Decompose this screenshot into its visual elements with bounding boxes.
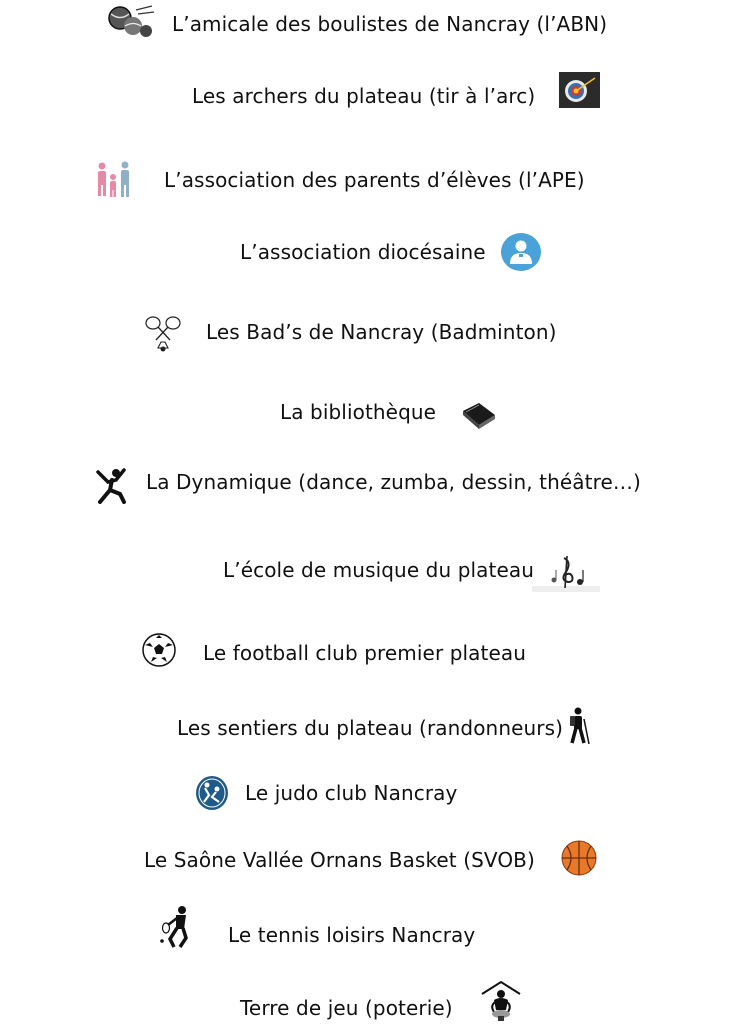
association-name: L’amicale des boulistes de Nancray (l’ABN) — [172, 12, 608, 36]
association-name: L’école de musique du plateau — [223, 558, 534, 582]
list-item — [0, 707, 743, 747]
association-name: L’association des parents d’élèves (l’APE) — [164, 168, 585, 192]
archery-target-icon — [559, 72, 600, 108]
priest-icon — [501, 233, 541, 271]
list-item — [0, 72, 743, 112]
association-name: Terre de jeu (poterie) — [240, 996, 453, 1020]
hiker-icon — [566, 707, 592, 745]
list-item — [0, 633, 743, 673]
list-item — [0, 312, 743, 352]
list-item — [0, 905, 743, 945]
association-name: Le tennis loisirs Nancray — [228, 923, 476, 947]
association-name: Le Saône Vallée Ornans Basket (SVOB) — [144, 848, 535, 872]
petanque-balls-icon — [106, 4, 158, 40]
basketball-icon — [561, 839, 597, 877]
family-icon — [94, 160, 134, 200]
association-name: Les archers du plateau (tir à l’arc) — [192, 84, 536, 108]
association-name: Les Bad’s de Nancray (Badminton) — [206, 320, 557, 344]
judo-icon — [195, 775, 229, 811]
list-item — [0, 158, 743, 198]
association-name: Le judo club Nancray — [245, 781, 458, 805]
list-item — [0, 462, 743, 502]
list-item — [0, 838, 743, 878]
football-icon — [141, 633, 177, 667]
association-name: Les sentiers du plateau (randonneurs) — [177, 716, 564, 740]
list-item — [0, 232, 743, 272]
dancer-icon — [94, 468, 128, 504]
badminton-rackets-icon — [143, 314, 183, 352]
music-notes-icon — [532, 552, 600, 594]
list-item — [0, 392, 743, 432]
association-name: La Dynamique (dance, zumba, dessin, théâtre…) — [146, 470, 641, 494]
list-item — [0, 2, 743, 42]
list-item — [0, 980, 743, 1020]
list-item — [0, 552, 743, 592]
association-name: Le football club premier plateau — [203, 641, 527, 665]
potter-icon — [480, 980, 522, 1024]
tennis-player-icon — [160, 905, 196, 949]
list-item — [0, 773, 743, 813]
book-icon — [461, 399, 497, 429]
association-name: L’association diocésaine — [240, 240, 486, 264]
association-name: La bibliothèque — [280, 400, 437, 424]
